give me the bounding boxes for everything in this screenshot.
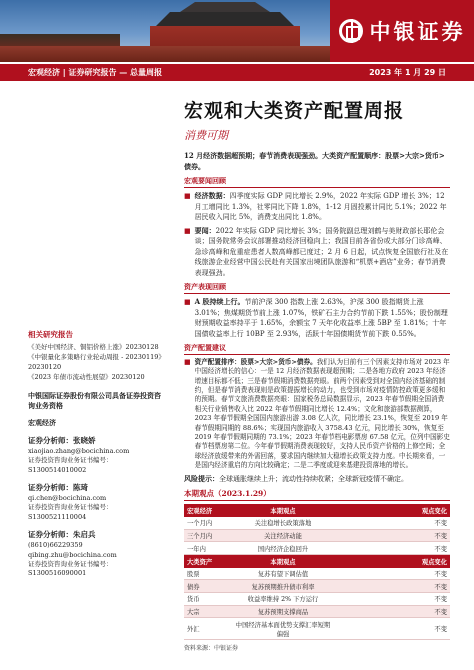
table-cell: 国内经济企稳回升 xyxy=(230,542,336,555)
section-heading-allocation: 资产配置建议 xyxy=(184,343,450,355)
related-item[interactable]: 《美好中国经济、铜铝价格上涨》20230128 xyxy=(28,342,159,351)
report-subtitle: 消费可期 xyxy=(184,129,228,142)
risk-text: 全球通胀继续上升；流动性持续收紧；全球新冠疫情不确定。 xyxy=(219,475,408,484)
table-cell: 大宗 xyxy=(184,605,230,618)
report-summary: 12 月经济数据超预期；春节消费表现强劲。大类资产配置顺序：股票>大宗>货币>债券。 xyxy=(184,151,445,171)
brand-logo xyxy=(330,0,474,62)
table-cell: 关注稳增长政策落地 xyxy=(230,517,336,529)
bullet-item xyxy=(184,226,450,279)
table-cell: 不变 xyxy=(336,605,450,618)
analyst-card xyxy=(28,436,162,475)
bullet-lead: 要闻： xyxy=(194,225,216,235)
table-cell: 不变 xyxy=(336,618,450,640)
firm-name: 中银国际证券股份有限公司具备证券投资咨询业务资格 xyxy=(28,390,161,410)
analyst-card xyxy=(28,483,162,522)
table-cell: 复苏预期支撑商品 xyxy=(230,605,336,618)
bullet-text: 2022 年实际 GDP 同比增长 3%；国务院副总理刘鹤与美财政部长耶伦会谈；国务院常务会议部署推动经济回稳向上；我国目前各省份或大部分门诊高峰、急诊高峰和危重症患者人数高峰都已度过；2 月 6 日起，试点恢复全国旅行社及在线旅游企业经营中国公民赴有关国家出境团队旅游和“机票+酒店”业务；春节消费表现强劲。 xyxy=(194,226,449,277)
table-cell: 不变 xyxy=(336,517,450,529)
bullet-lead: 资产配置排序：股票>大宗>货币>债券。 xyxy=(194,358,317,366)
bullet-lead: 经济数据： xyxy=(194,191,230,200)
bullet-lead: A 股持续上行。 xyxy=(194,297,245,306)
bullet-icon: ■ xyxy=(184,192,191,200)
analyst-name: 张晓娇 xyxy=(73,435,96,445)
sector-label: 宏观经济 xyxy=(28,417,56,427)
analyst-email[interactable]: qi.chen@bocichina.com xyxy=(28,494,107,502)
table-cell: 一年内 xyxy=(184,542,230,555)
table-header-cell: 宏观经济 xyxy=(184,504,230,517)
table-cell: 不变 xyxy=(336,580,450,593)
table-cell: 关注经济动能 xyxy=(230,529,336,542)
analyst-role: 证券分析师： xyxy=(28,530,73,540)
table-cell: 不变 xyxy=(336,542,450,555)
table-cell: 一个月内 xyxy=(184,517,230,529)
table-row xyxy=(184,593,450,606)
table-row xyxy=(184,568,450,580)
table-cell: 本期观点 xyxy=(230,554,336,568)
bullet-text: 节前沪深 300 指数上涨 2.63%，沪深 300 股指期货上涨 3.01%；焦煤期货节前上涨 1.07%，铁矿石主力合约节前下跌 1.55%；股份制理财预期收益率持平于 1.65%，余额宝 7 天年化收益率上涨 5BP 至 1.81%；十年国债收益率上行 10BP 至 2.93%，活跃十年国债期货节前下跌 0.55%。 xyxy=(194,298,448,338)
bullet-text: 四季度实际 GDP 同比增长 2.9%，2022 年实际 GDP 增长 3%；12 月工增同比 1.3%，社零同比下降 1.8%，1-12 月固投累计同比 5.1%；2022 年居民收入同比 5%，消费支出同比 1.8%。 xyxy=(194,192,447,221)
table-cell: 中国经济基本面优势支撑汇率短期偏强 xyxy=(230,618,336,640)
bullet-text: 我们认为目前有三个因素支持市场对 2023 年中国经济增长的信心：一是 12 月经济数据表现超预期；二是各地方政府 2023 年经济增速目标都不低；三是春节假期消费数据亮眼。前两个因素受到对全国内经济基础的制约，但是春节消费表现则是政策提振增长的动力，也受到市场对疫情防控政策更多缓和的预期。春节文旅消费数据亮眼：国家税务总局数据显示，2023 年春节假期全国消费相关行业销售收入比 2022 年春节假期同比增长 12.4%；文化和旅游部数据测算，2023 年春节假期全国国内旅游出游 3.08 亿人次，同比增长 23.1%，恢复至 2019 年春节假期同期的 88.6%；实现国内旅游收入 3758.43 亿元，同比增长 30%，恢复至 2019 年春节假期同期的 73.1%；2023 年春节档电影票房 67.58 亿元，位列中国影史春节档票房第二位。今年春节假期消费表现较好，支持人民币资产价格的上修空间；全球经济放缓带来的外需回落，要求国内继续加大稳增长政策支持力度。中长期来看，一是国内经济重启的方向比较确定；二是二季度或迎来基建投资落地的增长。 xyxy=(194,358,450,469)
bullet-icon: ■ xyxy=(184,226,191,235)
table-body xyxy=(184,517,450,639)
table-header-row xyxy=(184,504,450,517)
analyst-cert: 证券投资咨询业务证书编号：S1300516090001 xyxy=(28,559,113,578)
analyst-card xyxy=(28,530,162,579)
report-title: 宏观和大类资产配置周报 xyxy=(184,100,405,122)
related-item[interactable]: 《中银量化多策略行业轮动周报 - 20230119》20230120 xyxy=(28,353,162,371)
analyst-cert: 证券投资咨询业务证书编号：S1300521110004 xyxy=(28,503,113,521)
table-cell: 外汇 xyxy=(184,618,230,640)
related-item[interactable]: 《2023 年债市流动性展望》20230120 xyxy=(28,373,145,382)
table-cell: 观点变化 xyxy=(336,554,450,568)
bullet-icon: ■ xyxy=(184,298,191,306)
section-heading-macro: 宏观要闻回顾 xyxy=(184,176,450,188)
analyst-email[interactable]: xiaojiao.zhang@bocichina.com xyxy=(28,446,130,455)
table-cell: 复苏有望下调估值 xyxy=(230,568,336,580)
bullet-item xyxy=(184,297,450,339)
table-cell: 不变 xyxy=(336,568,450,580)
table-header-cell: 本期观点 xyxy=(230,504,336,517)
left-sidebar xyxy=(28,330,162,579)
brand-name: 中银证券 xyxy=(369,20,466,44)
table-cell: 债券 xyxy=(184,580,230,593)
boc-logo-icon xyxy=(339,19,363,43)
analyst-cert: 证券投资咨询业务证书编号：S1300514010002 xyxy=(28,456,113,474)
view-table xyxy=(184,504,450,640)
bullet-icon: ■ xyxy=(184,358,191,366)
analyst-name: 陈琦 xyxy=(73,483,88,493)
analyst-role: 证券分析师： xyxy=(28,435,73,445)
view-table-title: 本期观点（2023.1.29） xyxy=(184,488,450,501)
table-cell: 复苏预期推升债市利率 xyxy=(230,580,336,593)
header-banner xyxy=(0,0,474,62)
bullet-item xyxy=(184,191,450,223)
table-cell: 收益率维持 2% 下方运行 xyxy=(230,593,336,606)
related-title: 相关研究报告 xyxy=(28,330,73,339)
table-cell: 大类资产 xyxy=(184,554,230,568)
table-row xyxy=(184,542,450,555)
risk-label: 风险提示： xyxy=(184,474,219,484)
table-cell: 三个月内 xyxy=(184,529,230,542)
main-content xyxy=(184,90,450,652)
table-row xyxy=(184,517,450,529)
analyst-email[interactable]: (8610)66229359 qibing.zhu@bocichina.com xyxy=(28,541,117,559)
category-bar xyxy=(0,64,474,81)
table-row xyxy=(184,618,450,640)
table-cell: 货币 xyxy=(184,593,230,606)
table-cell: 不变 xyxy=(336,593,450,606)
table-cell: 不变 xyxy=(336,529,450,542)
table-subheader-row xyxy=(184,554,450,568)
related-list xyxy=(28,343,162,383)
table-row xyxy=(184,580,450,593)
report-category: 宏观经济 | 证券研究报告 — 总量周报 xyxy=(28,68,163,77)
risk-warning xyxy=(184,474,450,485)
section-heading-assets: 资产表现回顾 xyxy=(184,282,450,294)
table-row xyxy=(184,529,450,542)
analyst-role: 证券分析师： xyxy=(28,483,73,493)
table-source: 资料来源：中银证券 xyxy=(184,644,239,652)
table-cell: 股票 xyxy=(184,568,230,580)
table-header-cell: 观点变化 xyxy=(336,504,450,517)
report-date: 2023 年 1 月 29 日 xyxy=(369,68,446,77)
table-row xyxy=(184,605,450,618)
analyst-name: 朱启兵 xyxy=(73,530,96,540)
bullet-item xyxy=(184,358,450,470)
